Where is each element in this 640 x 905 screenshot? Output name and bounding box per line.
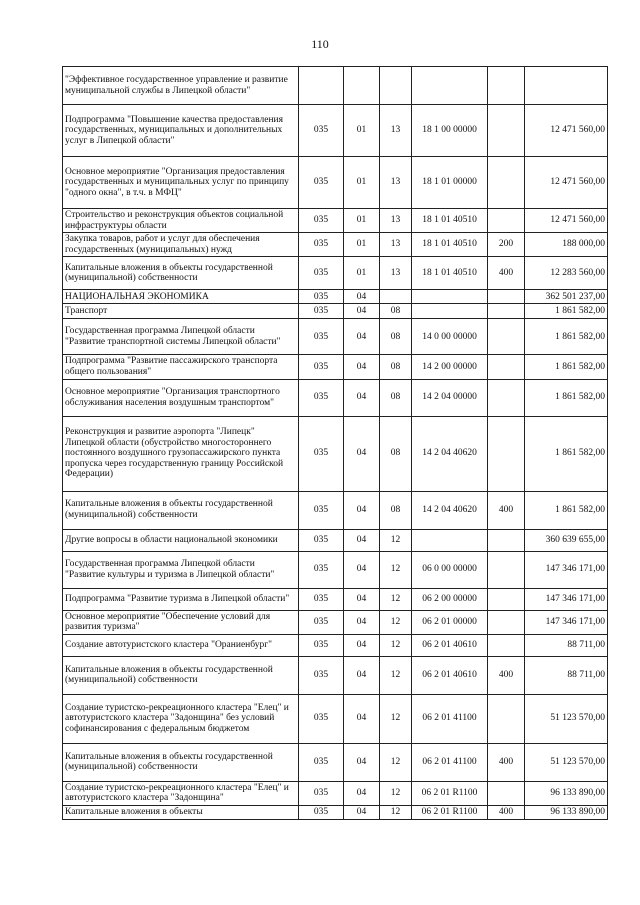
- table-row: [63, 209, 608, 233]
- section-code: 01: [344, 157, 380, 209]
- expense-type-code: [488, 319, 525, 355]
- target-article-code: 14 2 04 40620: [412, 416, 488, 491]
- amount: 188 000,00: [525, 233, 608, 257]
- expense-type-code: [488, 209, 525, 233]
- section-code: 04: [344, 379, 380, 416]
- section-code: 01: [344, 257, 380, 290]
- amount: 147 346 171,00: [525, 610, 608, 634]
- subsection-code: 08: [380, 379, 412, 416]
- target-article-code: [412, 529, 488, 551]
- table-row: [63, 416, 608, 491]
- row-name: Создание туристско-рекреационного кластера "Елец" и автотуристского кластера "Задонщина": [63, 781, 299, 805]
- subsection-code: 13: [380, 257, 412, 290]
- amount: 147 346 171,00: [525, 551, 608, 588]
- section-code: 04: [344, 694, 380, 743]
- row-name: Основное мероприятие "Обеспечение условий для развития туризма": [63, 610, 299, 634]
- table-row: [63, 588, 608, 610]
- expense-type-code: 200: [488, 233, 525, 257]
- expense-type-code: [488, 304, 525, 319]
- subsection-code: 13: [380, 233, 412, 257]
- row-name: Капитальные вложения в объекты государственной (муниципальной) собственности: [63, 656, 299, 694]
- subsection-code: 08: [380, 319, 412, 355]
- subsection-code: 13: [380, 157, 412, 209]
- row-name: Капитальные вложения в объекты государственной (муниципальной) собственности: [63, 491, 299, 529]
- row-name: Реконструкция и развитие аэропорта "Липецк" Липецкой области (обустройство многостороннего постоянного воздушного грузопассажирского пункта пропуска через государственную границу Российской Федерации): [63, 416, 299, 491]
- subsection-code: 12: [380, 805, 412, 819]
- expense-type-code: 400: [488, 656, 525, 694]
- amount: 1 861 582,00: [525, 319, 608, 355]
- admin-code: 035: [299, 743, 344, 781]
- target-article-code: 06 2 01 40610: [412, 656, 488, 694]
- table-row: [63, 319, 608, 355]
- subsection-code: [380, 67, 412, 105]
- expense-type-code: [488, 551, 525, 588]
- row-name: Капитальные вложения в объекты государственной (муниципальной) собственности: [63, 257, 299, 290]
- subsection-code: 12: [380, 743, 412, 781]
- target-article-code: 18 1 01 40510: [412, 257, 488, 290]
- section-code: 04: [344, 805, 380, 819]
- amount: 12 471 560,00: [525, 209, 608, 233]
- target-article-code: 14 2 04 40620: [412, 491, 488, 529]
- amount: 1 861 582,00: [525, 379, 608, 416]
- row-name: НАЦИОНАЛЬНАЯ ЭКОНОМИКА: [63, 290, 299, 304]
- row-name: Подпрограмма "Развитие туризма в Липецкой области": [63, 588, 299, 610]
- admin-code: 035: [299, 379, 344, 416]
- row-name: Транспорт: [63, 304, 299, 319]
- row-name: Другие вопросы в области национальной экономики: [63, 529, 299, 551]
- table-row: [63, 355, 608, 379]
- expense-type-code: [488, 67, 525, 105]
- admin-code: 035: [299, 233, 344, 257]
- target-article-code: 18 1 01 00000: [412, 157, 488, 209]
- section-code: 04: [344, 491, 380, 529]
- section-code: 01: [344, 105, 380, 157]
- expense-type-code: 400: [488, 257, 525, 290]
- target-article-code: 18 1 01 40510: [412, 209, 488, 233]
- row-name: Строительство и реконструкция объектов социальной инфраструктуры области: [63, 209, 299, 233]
- section-code: [344, 67, 380, 105]
- target-article-code: 14 2 04 00000: [412, 379, 488, 416]
- amount: 96 133 890,00: [525, 805, 608, 819]
- table-row: [63, 157, 608, 209]
- subsection-code: 12: [380, 529, 412, 551]
- admin-code: 035: [299, 491, 344, 529]
- section-code: 04: [344, 416, 380, 491]
- expense-type-code: [488, 634, 525, 656]
- row-name: Капитальные вложения в объекты государственной (муниципальной) собственности: [63, 743, 299, 781]
- target-article-code: [412, 67, 488, 105]
- row-name: Создание автотуристского кластера "Ораниенбург": [63, 634, 299, 656]
- table-row: [63, 610, 608, 634]
- subsection-code: 12: [380, 610, 412, 634]
- subsection-code: 08: [380, 491, 412, 529]
- section-code: 01: [344, 233, 380, 257]
- table-row: [63, 781, 608, 805]
- amount: 12 471 560,00: [525, 105, 608, 157]
- amount: 51 123 570,00: [525, 743, 608, 781]
- expense-type-code: [488, 781, 525, 805]
- amount: 1 861 582,00: [525, 416, 608, 491]
- table-row: [63, 805, 608, 819]
- admin-code: 035: [299, 656, 344, 694]
- target-article-code: [412, 290, 488, 304]
- target-article-code: [412, 304, 488, 319]
- subsection-code: 12: [380, 694, 412, 743]
- subsection-code: 12: [380, 634, 412, 656]
- amount: 360 639 655,00: [525, 529, 608, 551]
- admin-code: 035: [299, 209, 344, 233]
- table-row: [63, 290, 608, 304]
- section-code: 04: [344, 529, 380, 551]
- row-name: Подпрограмма "Повышение качества предоставления государственных, муниципальных и дополнительных услуг в Липецкой области": [63, 105, 299, 157]
- amount: 147 346 171,00: [525, 588, 608, 610]
- expense-type-code: 400: [488, 491, 525, 529]
- section-code: 04: [344, 634, 380, 656]
- target-article-code: 18 1 01 40510: [412, 233, 488, 257]
- table-row: [63, 551, 608, 588]
- table-row: [63, 257, 608, 290]
- row-name: Государственная программа Липецкой области "Развитие транспортной системы Липецкой области": [63, 319, 299, 355]
- row-name: Основное мероприятие "Организация транспортного обслуживания населения воздушным транспортом": [63, 379, 299, 416]
- subsection-code: 12: [380, 588, 412, 610]
- page-number: 110: [311, 37, 329, 51]
- expense-type-code: [488, 694, 525, 743]
- amount: [525, 67, 608, 105]
- admin-code: 035: [299, 694, 344, 743]
- admin-code: 035: [299, 805, 344, 819]
- admin-code: 035: [299, 304, 344, 319]
- expense-type-code: 400: [488, 805, 525, 819]
- row-name: Основное мероприятие "Организация предоставления государственных и муниципальных услуг по принципу "одного окна", в т.ч. в МФЦ": [63, 157, 299, 209]
- amount: 1 861 582,00: [525, 355, 608, 379]
- target-article-code: 06 0 00 00000: [412, 551, 488, 588]
- admin-code: 035: [299, 355, 344, 379]
- expense-type-code: [488, 290, 525, 304]
- section-code: 04: [344, 355, 380, 379]
- amount: 96 133 890,00: [525, 781, 608, 805]
- target-article-code: 06 2 01 00000: [412, 610, 488, 634]
- row-name: Государственная программа Липецкой области "Развитие культуры и туризма в Липецкой области": [63, 551, 299, 588]
- subsection-code: 13: [380, 105, 412, 157]
- amount: 88 711,00: [525, 656, 608, 694]
- admin-code: 035: [299, 105, 344, 157]
- table-row: [63, 304, 608, 319]
- table-row: [63, 379, 608, 416]
- admin-code: 035: [299, 319, 344, 355]
- subsection-code: 08: [380, 416, 412, 491]
- section-code: 04: [344, 290, 380, 304]
- target-article-code: 06 2 01 R1100: [412, 805, 488, 819]
- subsection-code: 12: [380, 781, 412, 805]
- admin-code: [299, 67, 344, 105]
- target-article-code: 06 2 00 00000: [412, 588, 488, 610]
- target-article-code: 06 2 01 R1100: [412, 781, 488, 805]
- table-row: [63, 743, 608, 781]
- subsection-code: 08: [380, 355, 412, 379]
- section-code: 04: [344, 588, 380, 610]
- amount: 12 471 560,00: [525, 157, 608, 209]
- table-row: [63, 694, 608, 743]
- admin-code: 035: [299, 781, 344, 805]
- subsection-code: 08: [380, 304, 412, 319]
- row-name: Капитальные вложения в объекты: [63, 805, 299, 819]
- section-code: 04: [344, 319, 380, 355]
- row-name: "Эффективное государственное управление и развитие муниципальной службы в Липецкой области": [63, 67, 299, 105]
- section-code: 04: [344, 551, 380, 588]
- section-code: 04: [344, 743, 380, 781]
- section-code: 04: [344, 656, 380, 694]
- amount: 12 283 560,00: [525, 257, 608, 290]
- subsection-code: 12: [380, 551, 412, 588]
- subsection-code: [380, 290, 412, 304]
- target-article-code: 06 2 01 40610: [412, 634, 488, 656]
- row-name: Закупка товаров, работ и услуг для обеспечения государственных (муниципальных) нужд: [63, 233, 299, 257]
- table-body: [63, 67, 608, 820]
- table-row: [63, 491, 608, 529]
- admin-code: 035: [299, 529, 344, 551]
- subsection-code: 12: [380, 656, 412, 694]
- budget-table: [62, 66, 608, 820]
- admin-code: 035: [299, 157, 344, 209]
- expense-type-code: [488, 529, 525, 551]
- expense-type-code: [488, 105, 525, 157]
- admin-code: 035: [299, 610, 344, 634]
- expense-type-code: [488, 416, 525, 491]
- section-code: 04: [344, 781, 380, 805]
- section-code: 04: [344, 304, 380, 319]
- admin-code: 035: [299, 290, 344, 304]
- expense-type-code: [488, 379, 525, 416]
- amount: 362 501 237,00: [525, 290, 608, 304]
- table-row: [63, 656, 608, 694]
- amount: 88 711,00: [525, 634, 608, 656]
- table-row: [63, 529, 608, 551]
- expense-type-code: 400: [488, 743, 525, 781]
- table-row: [63, 105, 608, 157]
- admin-code: 035: [299, 257, 344, 290]
- table-row: [63, 634, 608, 656]
- amount: 1 861 582,00: [525, 304, 608, 319]
- amount: 51 123 570,00: [525, 694, 608, 743]
- admin-code: 035: [299, 416, 344, 491]
- target-article-code: 06 2 01 41100: [412, 694, 488, 743]
- expense-type-code: [488, 610, 525, 634]
- section-code: 01: [344, 209, 380, 233]
- target-article-code: 14 0 00 00000: [412, 319, 488, 355]
- amount: 1 861 582,00: [525, 491, 608, 529]
- expense-type-code: [488, 355, 525, 379]
- expense-type-code: [488, 588, 525, 610]
- row-name: Создание туристско-рекреационного кластера "Елец" и автотуристского кластера "Задонщина" без условий софинансирования с федеральным бюджетом: [63, 694, 299, 743]
- subsection-code: 13: [380, 209, 412, 233]
- admin-code: 035: [299, 634, 344, 656]
- expense-type-code: [488, 157, 525, 209]
- table-row: [63, 67, 608, 105]
- target-article-code: 14 2 00 00000: [412, 355, 488, 379]
- admin-code: 035: [299, 588, 344, 610]
- section-code: 04: [344, 610, 380, 634]
- target-article-code: 06 2 01 41100: [412, 743, 488, 781]
- row-name: Подпрограмма "Развитие пассажирского транспорта общего пользования": [63, 355, 299, 379]
- target-article-code: 18 1 00 00000: [412, 105, 488, 157]
- table-row: [63, 233, 608, 257]
- admin-code: 035: [299, 551, 344, 588]
